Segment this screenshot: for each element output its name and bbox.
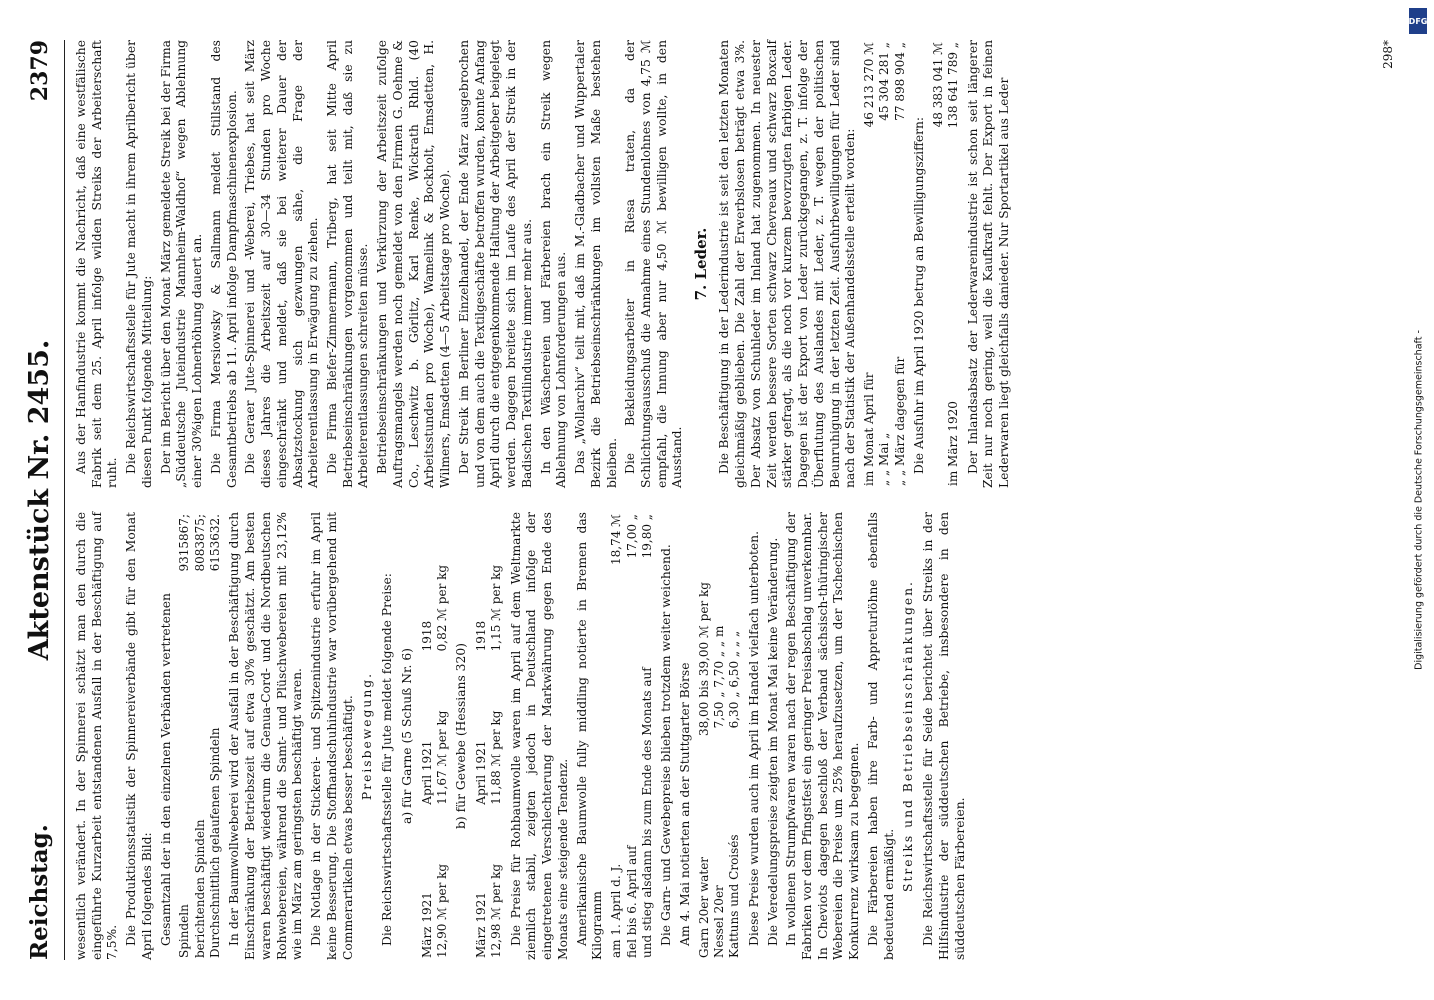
paragraph: Die Notlage in der Stickerei- und Spitzenindustrie erfuhr im April keine Besserung. Die Stoffhandschuhindustrie war vorübergehend mit Commerartikeln etwas besser beschäftigt. [309,512,355,960]
cell-value: 6,30 [727,701,742,729]
page-header [20,40,60,960]
cell-label: im Monat April für [861,372,876,486]
section-heading-leder: 7. Leder. [692,227,711,301]
dfg-logo: DFG [1409,8,1427,34]
paragraph: Die Färbereien haben ihre Farb- und Appreturlöhne ebenfalls bedeutend ermäßigt. [865,512,896,960]
cell-label: Garn 20er water [696,856,711,958]
cell: April 1921 [474,740,489,805]
cell-label: Kattuns und Croisés [727,834,742,958]
cell: 11,67 ℳ per kg [434,710,449,805]
cell-label: Nessel 20er [712,885,727,958]
paragraph: Die Firma Biefer-Zimmermann, Triberg, hat seit Mitte April Betriebseinschränkungen vorgenommen und teilt mit, daß sie zu Arbeiterentlassungen schreiten müsse. [325,40,371,488]
cell-label: Durchschnittlich gelaufenen Spindeln [208,727,223,958]
stuttgart-price-table [697,512,743,960]
cell-label: Spindeln [177,904,192,958]
table-row [193,512,208,960]
cell: 11,88 ℳ per kg [489,710,504,805]
cell: 12,90 ℳ per kg [434,863,449,958]
section-heading: Streiks und Betriebseinschränkungen. [901,580,916,892]
table-row [420,512,435,960]
cell-value: 7,50 [712,701,727,729]
page-footer: 298* [1380,40,1395,69]
paragraph: Die Garn- und Gewebepreise blieben trotzdem weiter weichend. [659,544,674,946]
paragraph: Die Reichswirtschaftsstelle für Seide berichtet über Streiks in der Hilfsindustrie der süddeutschen Betriebe, insbesondere in den süddeutschen Färbereien. [921,512,967,960]
paragraph: Der Streik im Berliner Einzelhandel, der Ende März ausgebrochen und von dem auch die Textilgeschäfte betroffen wurden, konnte Anfang April durch die entgegenkommende Haltung der Arbeitgeber beigelegt werden. Dagegen breitete sich im Laufe des April der Streik in der Badischen Textilindustrie immer mehr aus. [456,40,534,488]
cell-value: 9315867; [177,514,192,572]
export-1920-table [931,40,962,488]
cell-value: 138 641 789 „ [946,42,961,129]
header-left: Reichstag. [26,824,54,960]
cell-label: „ „ März dagegen für [892,356,907,486]
cell-value: 46 213 270 ℳ [861,42,876,128]
table-row [474,512,489,960]
cell-value: „ 7,70 „ „ m [712,625,727,698]
cell-value: 17,00 „ [624,514,639,559]
cell: März 1921 [474,892,489,958]
table-row [609,512,624,960]
garne-price-table [420,512,451,960]
cell-value: 6153632. [208,514,223,572]
bremen-price-table [609,512,655,960]
left-column [74,512,971,960]
cell-value: 19,80 „ [639,514,654,559]
table-row [727,512,742,960]
paragraph: In wollenen Strumpfwaren waren nach der regen Beschäftigung der Fabriken vor dem Pfingstfest ein geringer Preisabschlag unverkennbar. In Cheviots dagegen beschloß der Verband sächsisch-thüringischer Webereien die Preise um 25% heraufzusetzen, um der Tschechischen Konkurrenz wirksam zu begegnen. [784,512,862,960]
cell-label: berichtenden Spindeln [192,819,207,958]
paragraph: Die Preise für Rohbaumwolle waren im April auf dem Weltmarkte ziemlich stabil, zeigten jedoch in Deutschland infolge der eingetretenen Verschlechterung der Markwährung gegen Ende des Monats eine steigende Tendenz. [508,512,570,960]
cell-value: 38,00 [696,701,711,737]
table-row [208,512,223,960]
header-title: Aktenstück Nr. 2455. [23,339,55,661]
cell: 1918 [419,620,434,652]
paragraph: Der Inlandsabsatz der Lederwarenindustrie ist schon seit längerer Zeit nur noch gering, weil die Kaufkraft fehlt. Der Export in feinen Lederwaren liegt gleichfalls danieder. Nur Sportartikel aus Leder [965,40,1011,488]
cell: April 1921 [419,740,434,805]
table-row [489,512,504,960]
paragraph: Die Reichswirtschaftsstelle für Jute macht in ihrem Aprilbericht über diesen Punkt folgende Mitteilung: [124,40,154,488]
cell-label: „ „ Mai „ [877,432,892,486]
cell: März 1921 [419,892,434,958]
paragraph: Die Beschäftigung in der Lederindustrie ist seit den letzten Monaten gleichmäßig geblieben. Die Zahl der Erwerbslosen beträgt etwa 3%. Der Absatz von Schuhleder im Inland hat zugenommen. In neuester Zeit werden bessere Sorten schwarz Chevreaux und schwarz Boxcalf stärker gefragt, als die noch vor kurzem bevorzugten farbigen Leder. Dagegen ist der Export von Leder zurückgegangen, z. T. infolge der Überflutung des Auslandes mit Leder, z. T. wegen der politischen Beunruhigung in der letzten Zeit. Ausfuhrbewilligungen für Leder sind nach der Statistik der Außenhandelsstelle erteilt worden: [717,40,858,488]
cell-label: im März 1920 [946,401,961,486]
paragraph: Die Ausfuhr im April 1920 betrug an Bewilligungsziffern: [912,116,927,474]
paragraph: Amerikanische Baumwolle fully middling notierte in Bremen das Kilogramm [574,512,605,960]
paragraph: Die Reichswirtschaftsstelle für Jute meldet folgende Preise: [380,573,395,946]
right-column [74,40,1016,488]
cell-value: 48 383 041 ℳ [930,42,945,128]
cell: 12,98 ℳ per kg [489,863,504,958]
paragraph: In den Wäschereien und Färbereien brach ein Streik wegen Ablehnung von Lohnforderungen aus. [538,40,569,488]
paragraph: Betriebseinschränkungen und Verkürzung der Arbeitszeit zufolge Auftragsmangels werden noch gemeldet von den Firmen G. Oehme & Co., Leschwitz b. Görlitz, Karl Renke, Wickrath Rhld. (40 Arbeitsstunden pro Woche), Wamelink & Bockholt, Emsdetten, H. Wilmers, Emsdetten (4—5 Arbeitstage pro Woche). [375,40,453,488]
paragraph: Aus der Hanfindustrie kommt die Nachricht, daß eine westfälische Fabrik seit dem 25. April infolge wilden Streiks der Arbeiterschaft ruht. [74,40,120,488]
dfg-sidebar [1406,0,1432,1000]
cell: 1918 [474,620,489,652]
cell-value: „ 6,50 „ „ „ [727,630,742,698]
table-row [862,40,877,488]
paragraph: Die Firma Mersiowsky & Sallmann meldet Stillstand des Gesamtbetriebs ab 11. April infolge Dampfmaschinenexplosion. [208,40,239,488]
spindle-table [177,512,223,960]
table-row [625,512,640,960]
paragraph: Die Produktionsstatistik der Spinnereiverbände gibt für den Monat April folgendes Bild: [124,512,154,960]
section-heading: Preisbewegung. [360,671,375,801]
cell-value: 18,74 ℳ [609,514,624,565]
subheading: a) für Garne (5 Schuß Nr. 6) [399,648,414,824]
cell-label: am 1. April d. J. [609,863,624,958]
cell: 0,82 ℳ per kg [434,564,449,652]
paragraph: Die Veredelungspreise zeigten im Monat Mai keine Veränderung. [765,537,780,946]
paragraph: Gesamtzahl der in den einzelnen Verbänden vertretenen [158,593,173,946]
paragraph: Der im Bericht über den Monat März gemeldete Streik bei der Firma „Süddeutsche Juteindustrie Mannheim-Waldhof“ wegen Ablehnung einer 30%igen Lohnerhöhung dauert an. [158,40,205,488]
paragraph: Am 4. Mai notierten an der Stuttgarter Börse [677,662,692,946]
table-row [931,40,946,488]
table-row [177,512,192,960]
table-row [435,512,450,960]
export-table [862,40,908,488]
paragraph: In der Baumwollweberei wird der Ausfall in der Beschäftigung durch Einschränkung der Betriebszeit auf etwa 30% geschätzt. Am besten waren beschäftigt wiederum die Genua-Cord- und die Nordbeutschen Rohwebereien, während die Samt- und Plüschwebereien mit 23,12% wie im März am geringsten beschäftigt waren. [227,512,305,960]
paragraph: Die Bekleidungsarbeiter in Riesa traten, da der Schlichtungsausschuß die Annahme eines Stundenlohnes von 4,75 ℳ empfahl, die Innung aber nur 4,50 ℳ bewilligen wollte, in den Ausstand. [623,40,685,488]
dfg-credit-text: Digitalisierung gefördert durch die Deutsche Forschungsgemeinschaft - [1413,330,1425,670]
cell-value: 8083875; [192,514,207,572]
cell-value: bis 39,00 ℳ per kg [696,582,711,698]
paragraph: wesentlich verändert. In der Spinnerei schätzt man den durch die eingeführte Kurzarbeit entstandenen Ausfall in der Beschäftigung auf 7,5%. [74,512,120,960]
cell-label: und stieg alsdann bis zum Ende des Monats auf [639,667,654,958]
cell-value: 77 898 904 „ [892,42,907,121]
cell: 1,15 ℳ per kg [489,564,504,652]
table-row [712,512,727,960]
paragraph: Die Geraer Jute-Spinnerei und -Weberei, Triebes, hat seit März dieses Jahres die Arbeitszeit auf 30—34 Stunden pro Woche eingeschränkt und meldet, daß sie bei weiterer Dauer der Absatzstockung sich gezwungen sähe, die Frage der Arbeiterentlassung in Erwägung zu ziehen. [243,40,321,488]
header-rule [64,40,65,960]
document-page [12,20,1402,980]
table-row [946,40,961,488]
subheading: b) für Gewebe (Hessians 320) [454,643,469,829]
gewebe-price-table [474,512,505,960]
paragraph: Das „Wollarchiv“ teilt mit, daß im M.-Gladbacher und Wuppertaler Bezirk die Betriebseinschränkungen im vollsten Maße bestehen bleiben. [573,40,619,488]
cell-label: fiel bis 6. April auf [624,845,639,958]
page-number: 2379 [26,40,53,102]
table-row [893,40,908,488]
cell-value: 45 304 281 „ [877,42,892,121]
table-row [640,512,655,960]
table-row [697,512,712,960]
table-row [877,40,892,488]
paragraph: Diese Preise wurden auch im April im Handel vielfach unterboten. [746,530,761,946]
cell-label [931,266,946,488]
